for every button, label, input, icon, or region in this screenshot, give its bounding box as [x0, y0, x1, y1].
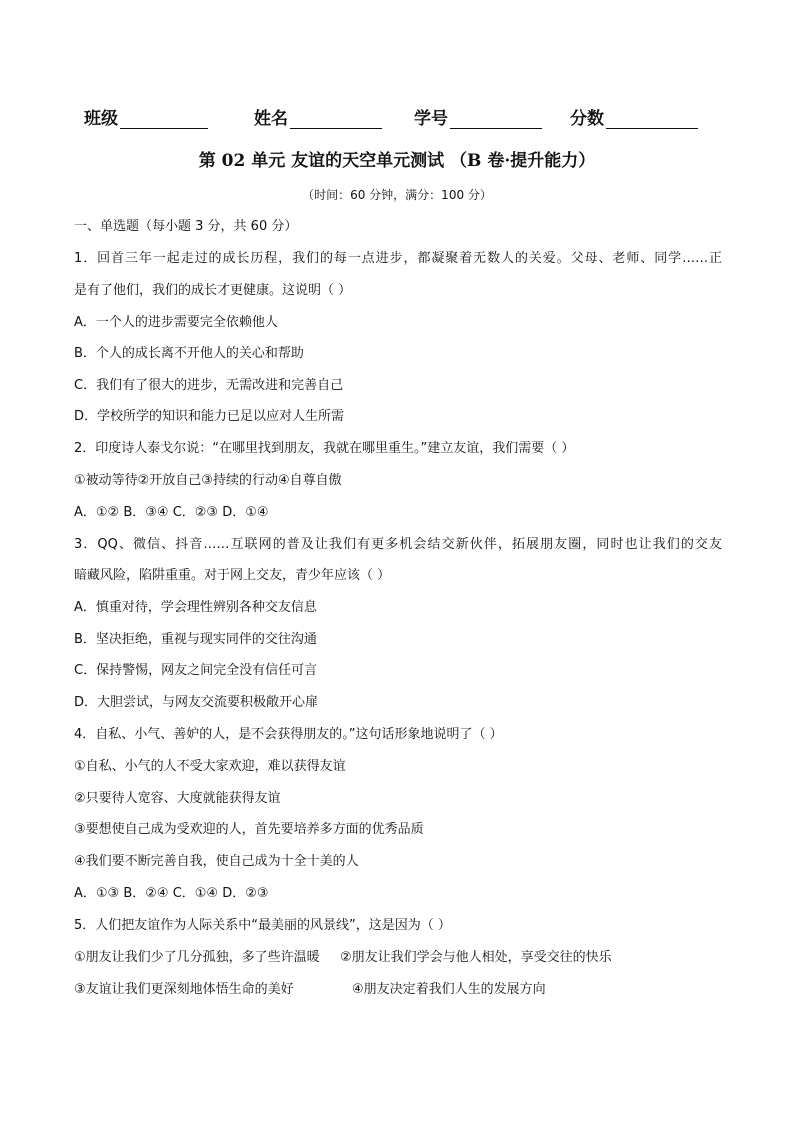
q4-item-4: ④我们要不断完善自我，使自己成为十全十美的人 — [74, 854, 359, 869]
q1-option-b: B．个人的成长离不开他人的关心和帮助 — [74, 346, 304, 361]
q4-options: A．①③ B．②④ C．①④ D．②③ — [74, 886, 269, 901]
q5-item-2: ②朋友让我们学会与他人相处，享受交往的快乐 — [340, 950, 612, 965]
q3-option-a: A．慎重对待，学会理性辨别各种交友信息 — [74, 600, 317, 615]
q2-items: ①被动等待②开放自己③持续的行动④自尊自傲 — [74, 473, 342, 488]
q5-item-3: ③友谊让我们更深刻地体悟生命的美好 — [74, 982, 294, 997]
class-blank[interactable] — [120, 110, 208, 129]
q1-option-c: C．我们有了很大的进步，无需改进和完善自己 — [74, 378, 344, 393]
q2-options: A．①② B．③④ C．②③ D．①④ — [74, 505, 269, 520]
q3-stem-line2: 暗藏风险，陷阱重重。对于网上交友，青少年应该（ ） — [74, 568, 391, 583]
name-label: 姓名 — [254, 109, 288, 129]
name-field — [254, 104, 382, 129]
q1-option-a: A．一个人的进步需要完全依赖他人 — [74, 315, 278, 330]
class-field — [84, 104, 208, 129]
q3-option-b: B．坚决拒绝，重视与现实同伴的交往沟通 — [74, 632, 317, 647]
score-blank[interactable] — [606, 110, 698, 129]
name-blank[interactable] — [290, 110, 382, 129]
exam-title: 第 02 单元 友谊的天空单元测试 （B 卷·提升能力） — [198, 151, 596, 171]
student-info-row — [84, 104, 724, 130]
q4-item-2: ②只要待人宽容、大度就能获得友谊 — [74, 791, 281, 806]
q5-item-1: ①朋友让我们少了几分孤独，多了些许温暖 — [74, 950, 320, 965]
q4-stem: 4．自私、小气、善妒的人，是不会获得朋友的。”这句话形象地说明了（ ） — [74, 727, 503, 742]
exam-subtitle: （时间：60 分钟，满分：100 分） — [302, 188, 492, 202]
student-id-label: 学号 — [414, 109, 448, 129]
q1-option-d: D．学校所学的知识和能力已足以应对人生所需 — [74, 409, 345, 424]
q3-option-c: C．保持警惕，网友之间完全没有信任可言 — [74, 663, 318, 678]
q1-stem-line2: 是有了他们，我们的成长才更健康。这说明（ ） — [74, 283, 352, 298]
student-id-field — [414, 104, 542, 129]
q2-stem: 2．印度诗人泰戈尔说：“在哪里找到朋友，我就在哪里重生。”建立友谊，我们需要（ ） — [74, 441, 575, 456]
q4-item-1: ①自私、小气的人不受大家欢迎，难以获得友谊 — [74, 759, 346, 774]
score-field — [570, 104, 698, 129]
student-id-blank[interactable] — [450, 110, 542, 129]
class-label: 班级 — [84, 109, 118, 129]
q5-item-4: ④朋友决定着我们人生的发展方向 — [352, 982, 546, 997]
q1-stem-line1: 1．回首三年一起走过的成长历程，我们的每一点进步，都凝聚着无数人的关爱。父母、老师、同学……正 — [74, 251, 722, 266]
section-heading: 一、单选题（每小题 3 分，共 60 分） — [74, 219, 298, 234]
q5-stem: 5．人们把友谊作为人际关系中“最美丽的风景线”，这是因为（ ） — [74, 918, 451, 933]
q4-item-3: ③要想使自己成为受欢迎的人，首先要培养多方面的优秀品质 — [74, 822, 424, 837]
q3-stem-line1: 3．QQ、微信、抖音……互联网的普及让我们有更多机会结交新伙伴，拓展朋友圈，同时也让我们的交友 — [74, 537, 722, 552]
q3-option-d: D．大胆尝试，与网友交流要积极敞开心扉 — [74, 695, 319, 710]
score-label: 分数 — [570, 109, 604, 129]
